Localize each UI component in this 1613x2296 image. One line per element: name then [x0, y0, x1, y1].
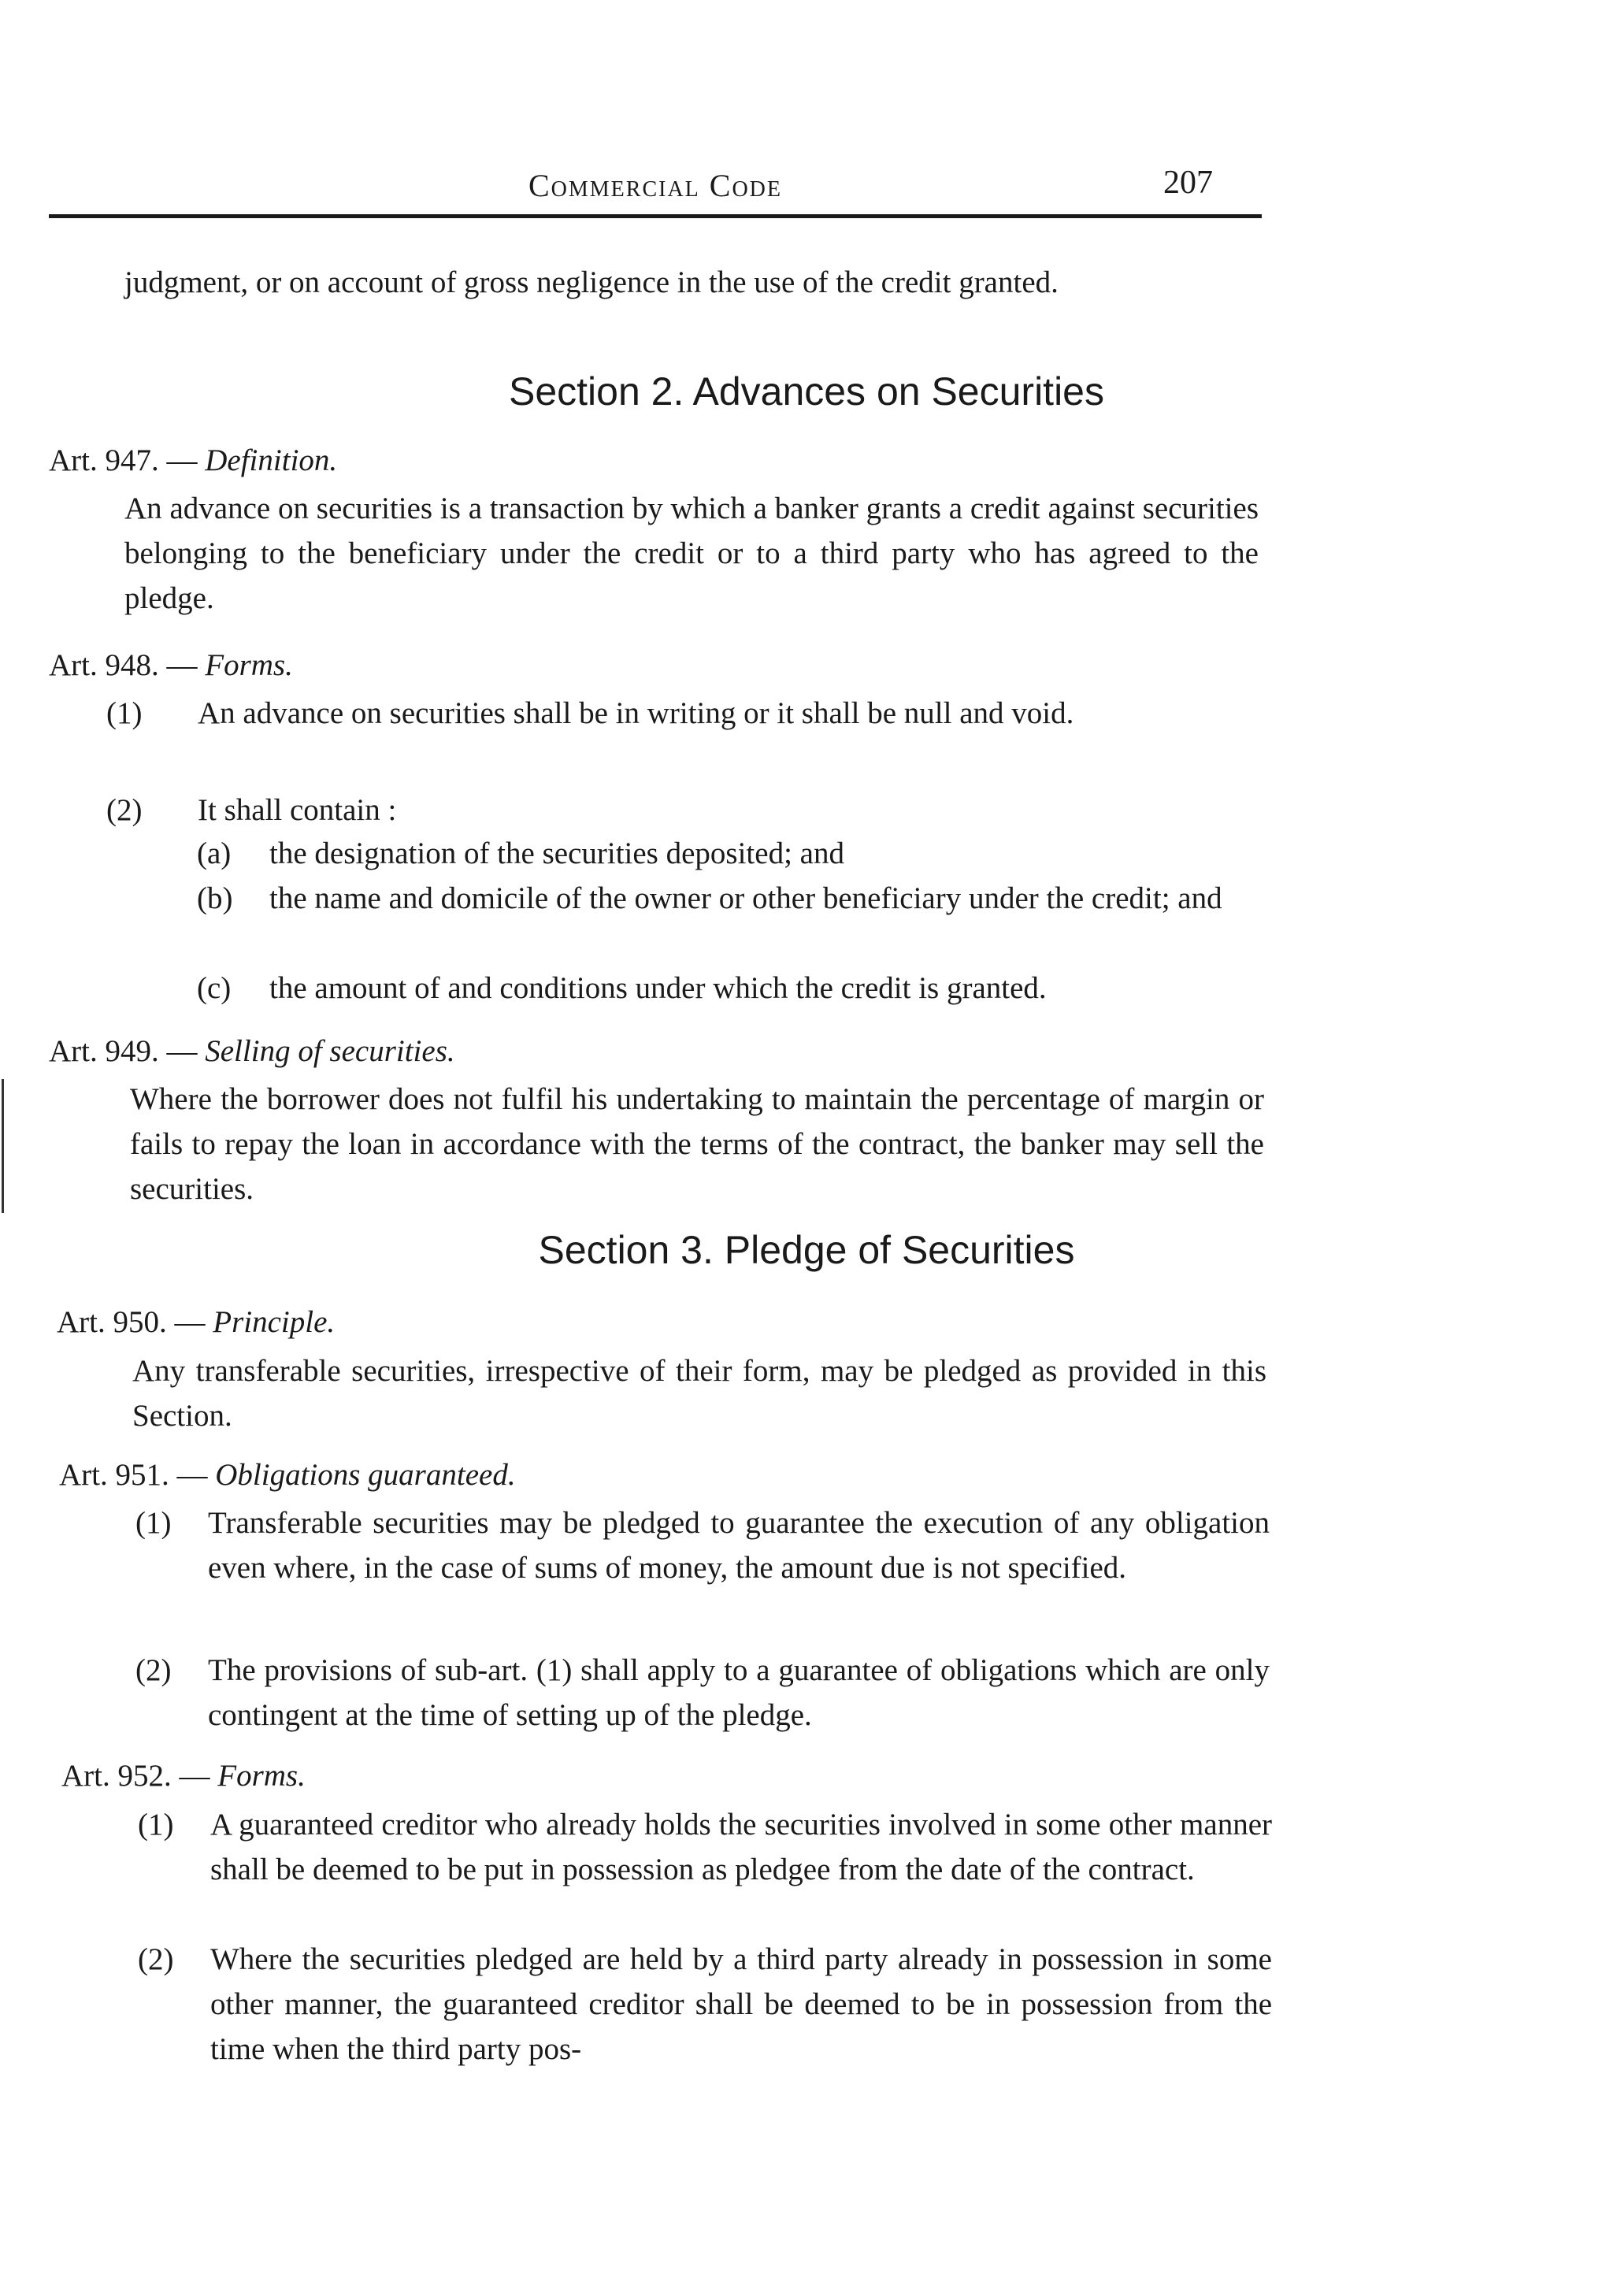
item-text: the amount of and conditions under which the credit is granted. — [269, 971, 1047, 1005]
article-heading — [49, 443, 337, 478]
section-heading: Section 2. Advances on Securities — [508, 369, 1104, 414]
continuation-text: judgment, or on account of gross negligence in the use of the credit granted. — [124, 265, 1059, 299]
item-number: (1) — [135, 1506, 172, 1540]
article-number: Art. 948. — — [49, 648, 198, 682]
margin-mark — [2, 1079, 4, 1213]
article-title: Forms. — [217, 1759, 306, 1793]
article-number: Art. 947. — — [49, 443, 198, 477]
item-number: (2) — [135, 1653, 172, 1687]
sub-article — [106, 691, 1260, 781]
article-title: Obligations guaranteed. — [215, 1458, 516, 1492]
article-heading — [59, 1457, 516, 1493]
item-letter: (b) — [197, 881, 233, 915]
sub-article — [135, 1648, 1270, 1738]
article-heading — [49, 1033, 455, 1069]
article-text: An advance on securities is a transaction by which a banker grants a credit against securities belonging to the beneficiary under the credit or to a third party who has agreed to the pledge. — [124, 491, 1259, 615]
item-text: Transferable securities may be pledged to guarantee the execution of any obligation even where, in the case of sums of money, the amount due is not specified. — [208, 1506, 1270, 1585]
page-header — [49, 158, 1262, 218]
sub-item — [197, 831, 1260, 876]
item-text: It shall contain : — [198, 793, 397, 827]
sub-article — [106, 788, 1260, 833]
sub-item — [197, 876, 1260, 966]
section-heading: Section 3. Pledge of Securities — [538, 1228, 1075, 1272]
article-number: Art. 949. — — [49, 1034, 198, 1068]
article-title: Principle. — [213, 1305, 336, 1339]
item-text: The provisions of sub-art. (1) shall apply to a guarantee of obligations which are only contingent at the time of setting up of the pledge. — [208, 1653, 1270, 1732]
article-heading — [57, 1304, 335, 1340]
item-number: (1) — [138, 1808, 174, 1842]
item-letter: (c) — [197, 971, 232, 1005]
article-title: Selling of securities. — [205, 1034, 455, 1068]
item-text: A guaranteed creditor who already holds the securities involved in some other manner shall be deemed to be put in possession as pledgee from the date of the contract. — [210, 1808, 1272, 1886]
item-text: Where the securities pledged are held by a third party already in possession in some other manner, the guaranteed creditor shall be deemed to be in possession from the time when the third party pos- — [210, 1942, 1272, 2066]
page-number: 207 — [1163, 165, 1213, 201]
sub-article — [138, 1937, 1272, 2072]
item-number: (2) — [106, 793, 143, 827]
item-text: the designation of the securities deposited; and — [269, 836, 844, 870]
article-title: Forms. — [205, 648, 293, 682]
running-title: Commercial Code — [528, 168, 783, 203]
article-number: Art. 951. — — [59, 1458, 208, 1492]
article-heading — [61, 1758, 306, 1793]
article-heading — [49, 647, 293, 683]
sub-item — [197, 966, 1260, 1011]
item-number: (2) — [138, 1942, 174, 1976]
sub-article — [138, 1802, 1272, 1937]
article-number: Art. 952. — — [61, 1759, 210, 1793]
item-number: (1) — [106, 696, 143, 730]
item-letter: (a) — [197, 836, 232, 870]
item-text: An advance on securities shall be in writing or it shall be null and void. — [198, 696, 1074, 730]
sub-article — [135, 1500, 1270, 1635]
article-text: Any transferable securities, irrespective of their form, may be pledged as provided in this Section. — [132, 1354, 1266, 1433]
article-number: Art. 950. — — [57, 1305, 206, 1339]
article-text: Where the borrower does not fulfil his undertaking to maintain the percentage of margin or fails to repay the loan in accordance with the terms of the contract, the banker may sell the securities. — [130, 1082, 1264, 1206]
article-title: Definition. — [205, 443, 338, 477]
item-text: the name and domicile of the owner or other beneficiary under the credit; and — [269, 881, 1222, 915]
